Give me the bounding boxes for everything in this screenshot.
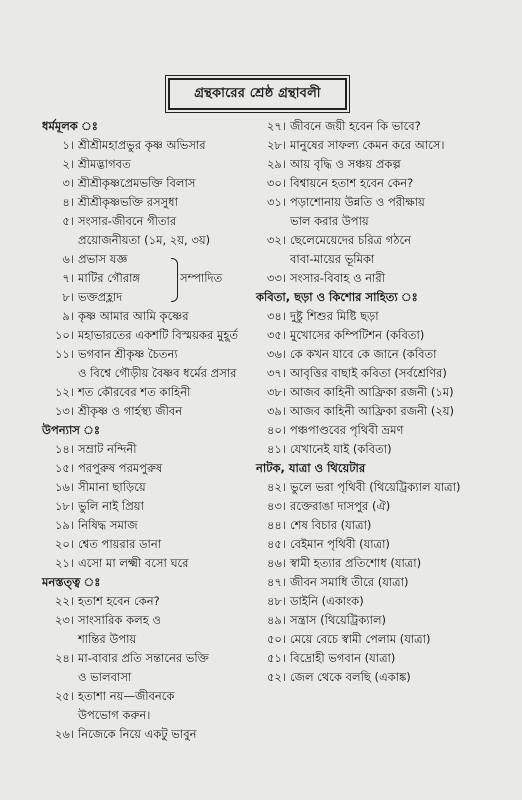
section-heading-psychology: মনস্তত্ত্ব ঃ [42, 575, 101, 589]
list-item: ৫২। জেল থেকে বলছি (একাঙ্ক) [266, 670, 411, 684]
list-item: ৩৪। দুষ্টু শিশুর মিষ্টি ছড়া [266, 309, 379, 323]
list-item: ৪০। পঞ্চপাণ্ডবের পৃথিবী ভ্রমণ [266, 423, 404, 437]
list-item: ৩৩। সংসার-বিবাহ ও নারী [266, 271, 386, 285]
list-item: ৩৬। কে কখন যাবে কে জানে (কবিতা [266, 347, 437, 361]
section-heading-religious: ধর্মমূলক ঃ [42, 119, 98, 133]
list-item: ৩৯। আজব কাহিনী আফ্রিকা রজনী (২য়) [266, 404, 455, 418]
section-heading-drama: নাটক, যাত্রা ও থিয়েটার [256, 461, 366, 475]
list-item-continuation: ও ভালবাসা [78, 670, 132, 684]
list-item: ১১। ভগবান শ্রীকৃষ্ণ চৈতন্য [54, 347, 178, 361]
list-item: ২১। এসো মা লক্ষ্মী বসো ঘরে [54, 556, 189, 570]
list-item: ৪৩। রক্তেরাঙা দাসপুর (ঐ) [266, 499, 391, 513]
curly-brace [171, 258, 178, 302]
list-item: ৪৮। ডাইনি (একাংক) [266, 594, 364, 608]
list-item: ৭। মাটির গৌরাঙ্গ [62, 271, 141, 285]
list-item: ৩১। পড়াশোনায় উন্নতি ও পরীক্ষায় [266, 195, 425, 209]
list-item: ২৪। মা-বাবার প্রতি সন্তানের ভক্তি [54, 651, 209, 665]
list-item: ৫১। বিদ্রোহী ভগবান (যাত্রা) [266, 651, 396, 665]
list-item: ১২। শত কৌরবের শত কাহিনী [54, 385, 191, 399]
list-item: ১৮। ভুলি নাই প্রিয়া [54, 499, 144, 513]
list-item: ১৬। সীমানা ছাড়িয়ে [54, 480, 146, 494]
list-item: ১৫। পরপুরুষ পরমপুরুষ [54, 461, 163, 475]
list-item: ৪৭। জীবন সমাধি তীরে (যাত্রা) [266, 575, 409, 589]
list-item: ৯। কৃষ্ণ আমার আমি কৃষ্ণের [62, 309, 189, 323]
list-item-continuation: ভাল করার উপায় [290, 214, 369, 228]
list-item: ৪৪। শেষ বিচার (যাত্রা) [266, 518, 372, 532]
list-item: ১৩। শ্রীকৃষ্ণ ও গার্হস্থ্য জীবন [54, 404, 183, 418]
list-item: ৩। শ্রীশ্রীকৃষ্ণপ্রেমভক্তি বিলাস [62, 176, 196, 190]
list-item: ৩০। বিশ্বায়নে হতাশ হবেন কেন? [266, 176, 414, 190]
list-item: ৪১। যেখানেই যাই (কবিতা) [266, 442, 392, 456]
page-title: গ্রন্থকারের শ্রেষ্ঠ গ্রন্থাবলী [168, 78, 347, 110]
list-item: ২। শ্রীমদ্ভাগবত [62, 157, 131, 171]
list-item: ৩৭। আবৃত্তির বাছাই কবিতা (সর্বশ্রেণির) [266, 366, 447, 380]
list-item: ৪২। ভুলে ভরা পৃথিবী (থিয়েট্রিক্যাল যাত্রা) [266, 480, 461, 494]
list-item-continuation: বাবা-মায়ের ভূমিকা [290, 252, 375, 266]
list-item-continuation: প্রয়োজনীয়তা (১ম, ২য়, ৩য়) [78, 233, 211, 247]
list-item: ২৩। সাংসারিক কলহ ও [54, 613, 161, 627]
list-item: ৩৮। আজব কাহিনী আফ্রিকা রজনী (১ম) [266, 385, 454, 399]
list-item-continuation: ও বিশ্বে গৌড়ীয় বৈষ্ণব ধর্মের প্রসার [78, 366, 237, 380]
section-heading-novel: উপন্যাস ঃ [42, 423, 100, 437]
list-item: ২২। হতাশ হবেন কেন? [54, 594, 160, 608]
list-item: ১। শ্রীশ্রীমহাপ্রভুর কৃষ্ণ অভিসার [62, 138, 206, 152]
list-item: ২৭। জীবনে জয়ী হবেন কি ভাবে? [266, 119, 421, 133]
list-item: ৩২। ছেলেমেয়েদের চরিত্র গঠনে [266, 233, 411, 247]
list-item: ২৫। হতাশা নয়—জীবনকে [54, 689, 175, 703]
right-column [252, 117, 497, 687]
list-item: ১০। মহাভারতের একশটি বিস্ময়কর মুহূর্ত [54, 328, 239, 342]
list-item: ৫। সংসার-জীবনে গীতার [62, 214, 177, 228]
list-item: ৩৫। মুখোসের কম্পিটিশন (কবিতা) [266, 328, 425, 342]
list-item: ২৮। মানুষের সাফল্য কেমন করে আসে। [266, 138, 445, 152]
edited-group [38, 250, 256, 307]
list-item: ৪৬। স্বামী হত্যার প্রতিশোধ (যাত্রা) [266, 556, 422, 570]
list-item: ১৪। সম্রাট নন্দিনী [54, 442, 137, 456]
list-item-continuation: শান্তির উপায় [78, 632, 137, 646]
list-item: ২৯। আয় বৃদ্ধি ও সঞ্চয় প্রকল্প [266, 157, 401, 171]
list-item: ২৬। নিজেকে নিয়ে একটু ভাবুন [54, 727, 197, 741]
list-item: ৪। শ্রীশ্রীকৃষ্ণভক্তি রসসুধা [62, 195, 178, 209]
list-item: ৪৫। বেইমান পৃথিবী (যাত্রা) [266, 537, 390, 551]
list-item-continuation: উপভোগ করুন। [78, 708, 151, 722]
list-item: ১৯। নিষিদ্ধ সমাজ [54, 518, 138, 532]
list-item: ৬। প্রভাস যজ্ঞ [62, 252, 128, 266]
section-heading-poetry: কবিতা, ছড়া ও কিশোর সাহিত্য ঃ [256, 290, 418, 304]
list-item: ২০। শ্বেত পায়রার ডানা [54, 537, 162, 551]
list-item: ৪৯। সন্ত্রাস (থিয়েট্রিক্যাল) [266, 613, 387, 627]
edited-label: সম্পাদিত [180, 271, 223, 285]
list-item: ৫০। মেয়ে বেচে স্বামী পেলাম (যাত্রা) [266, 632, 431, 646]
left-column [38, 117, 256, 744]
list-item: ৮। ভক্তপ্রহ্লাদ [62, 290, 123, 304]
